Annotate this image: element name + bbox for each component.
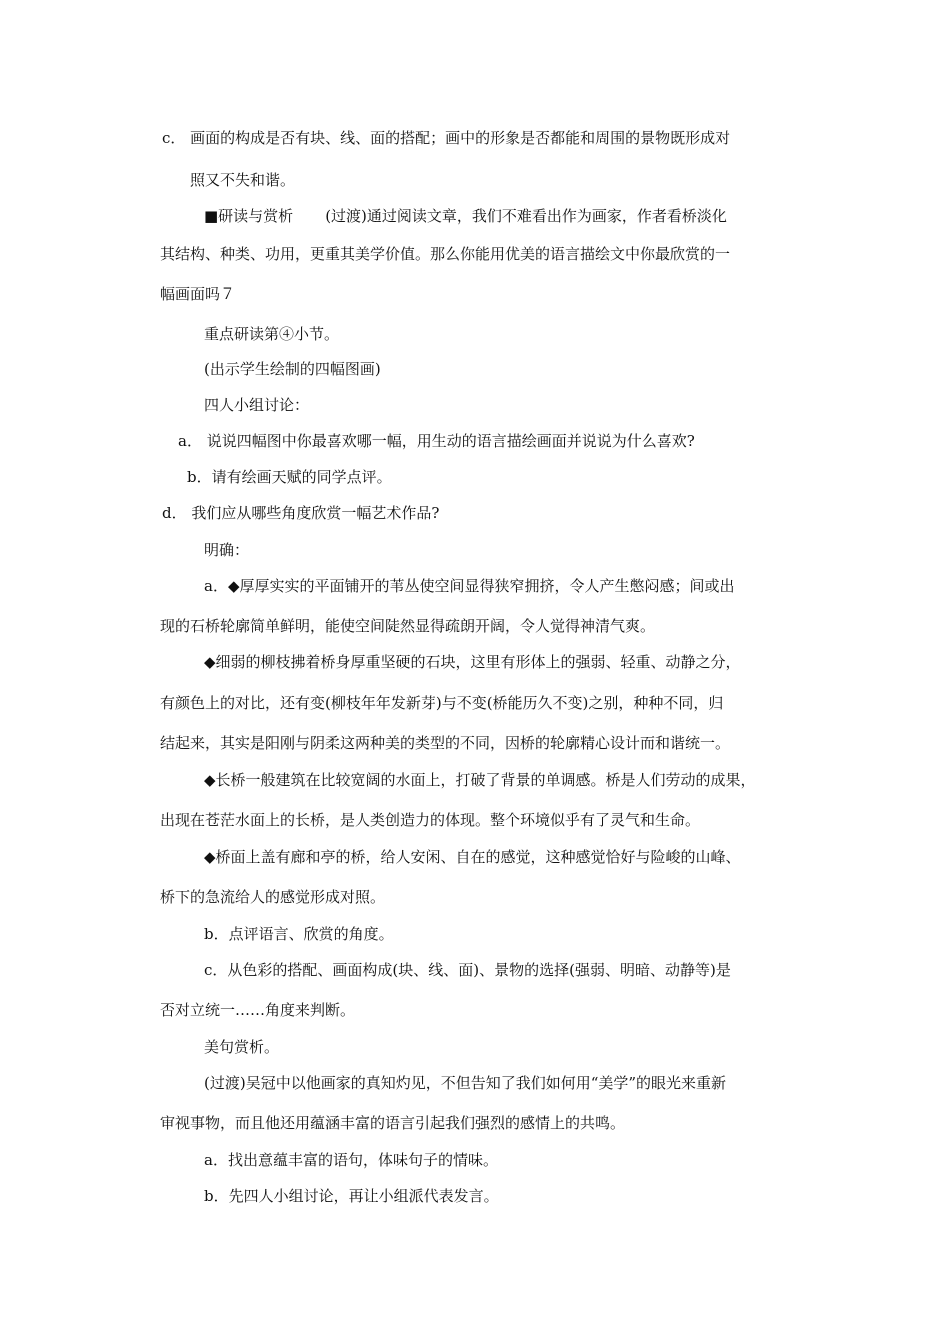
text-line: 桥下的急流给人的感觉形成对照。: [160, 888, 386, 906]
text-line: 明确：: [204, 541, 250, 559]
list-item: a． 说说四幅图中你最喜欢哪一幅，用生动的语言描绘画面并说说为什么喜欢?: [178, 432, 695, 450]
text-line: ◆桥面上盖有廊和亭的桥，给人安闲、自在的感觉，这种感觉恰好与险峻的山峰、: [204, 848, 741, 866]
transition-text: (过渡)通过阅读文章，我们不难看出作为画家，作者看桥淡化: [325, 207, 727, 225]
text-line: 出现在苍茫水面上的长桥，是人类创造力的体现。整个环境似乎有了灵气和生命。: [160, 811, 701, 829]
text-line: 美句赏析。: [204, 1038, 280, 1056]
text-line: 否对立统一……角度来判断。: [160, 1001, 356, 1019]
text-line: 有颜色上的对比，还有变(柳枝年年发新芽)与不变(桥能历久不变)之别，种种不同，归: [160, 694, 724, 712]
text-line: 四人小组讨论：: [204, 396, 310, 414]
text-line: 结起来，其实是阳刚与阴柔这两种美的类型的不同，因桥的轮廓精心设计而和谐统一。: [160, 734, 731, 752]
text-line: 重点研读第④小节。: [204, 325, 340, 343]
list-item: b．请有绘画天赋的同学点评。: [187, 468, 392, 486]
list-item: d． 我们应从哪些角度欣赏一幅艺术作品?: [162, 504, 440, 522]
text-line: c．从色彩的搭配、画面构成(块、线、面)、景物的选择(强弱、明暗、动静等)是: [204, 961, 731, 979]
text-line: [204, 206, 727, 226]
text-line: c． 画面的构成是否有块、线、面的搭配；画中的形象是否都能和周围的景物既形成对: [162, 129, 731, 147]
text-line: a．找出意蕴丰富的语句，体味句子的情味。: [204, 1151, 498, 1169]
text-line: a．◆厚厚实实的平面铺开的苇丛使空间显得狭窄拥挤，令人产生憋闷感；间或出: [204, 577, 735, 595]
text-line: ◆细弱的柳枝拂着桥身厚重坚硬的石块，这里有形体上的强弱、轻重、动静之分，: [204, 653, 741, 671]
text-line: 照又不失和谐。: [190, 171, 296, 189]
text-line: b．点评语言、欣赏的角度。: [204, 925, 394, 943]
text-line: 现的石桥轮廓简单鲜明，能使空间陡然显得疏朗开阔，令人觉得神清气爽。: [160, 617, 656, 635]
text-line: (出示学生绘制的四幅图画): [204, 360, 381, 378]
text-line: ◆长桥一般建筑在比较宽阔的水面上，打破了背景的单调感。桥是人们劳动的成果，: [204, 771, 756, 789]
text-line: b．先四人小组讨论，再让小组派代表发言。: [204, 1187, 499, 1205]
text-line: 其结构、种类、功用，更重其美学价值。那么你能用优美的语言描绘文中你最欣赏的一: [160, 245, 731, 263]
section-heading: ■研读与赏析: [204, 207, 294, 225]
text-line: 审视事物，而且他还用蕴涵丰富的语言引起我们强烈的感情上的共鸣。: [160, 1114, 626, 1132]
text-line: 幅画面吗７: [160, 285, 236, 303]
text-line: (过渡)吴冠中以他画家的真知灼见，不但告知了我们如何用“美学”的眼光来重新: [204, 1074, 727, 1092]
